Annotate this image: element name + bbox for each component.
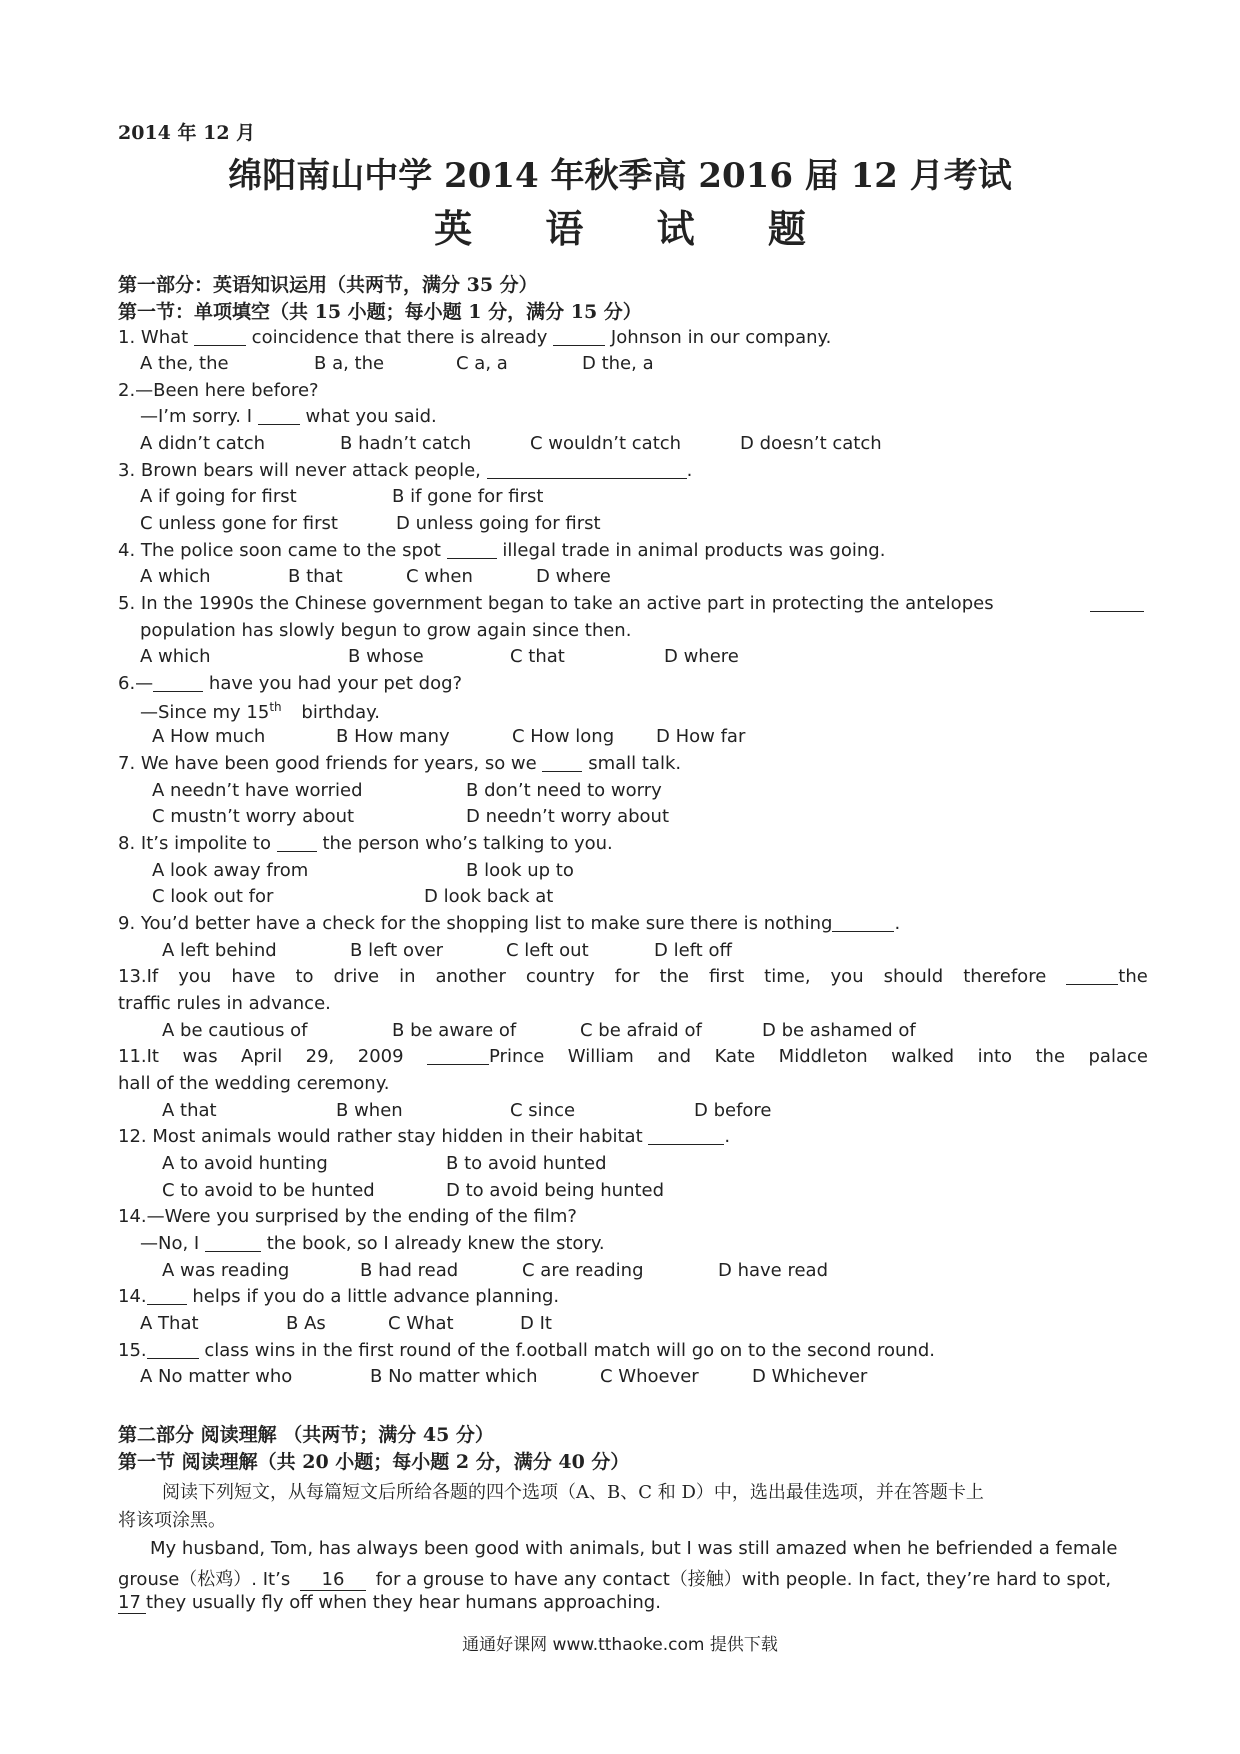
option-a: A which xyxy=(140,646,211,667)
option-b: B No matter which xyxy=(370,1366,538,1387)
option-c: C How long xyxy=(512,726,615,747)
answer-blank xyxy=(832,913,894,932)
option-b: B As xyxy=(286,1313,326,1334)
option-d: D doesn’t catch xyxy=(740,433,882,454)
option-d: D needn’t worry about xyxy=(466,806,670,827)
question-6: 6.— have you had your pet dog? xyxy=(118,673,463,694)
option-d: D Whichever xyxy=(752,1366,868,1387)
question-6-reply: —Since my 15th birthday. xyxy=(140,700,380,723)
answer-blank xyxy=(147,1340,199,1359)
question-5: 5. In the 1990s the Chinese government began to take an active part in protecting the antelopes xyxy=(118,593,994,614)
question-13-cont: traffic rules in advance. xyxy=(118,993,331,1014)
answer-blank xyxy=(194,327,246,346)
option-d: D where xyxy=(536,566,611,587)
option-c: C that xyxy=(510,646,565,667)
part2-section1-heading: 第一节 阅读理解（共 20 小题；每小题 2 分，满分 40 分） xyxy=(118,1451,630,1473)
option-d: D left off xyxy=(654,940,732,961)
question-9: 9. You’d better have a check for the shopping list to make sure there is nothing . xyxy=(118,913,901,934)
answer-blank xyxy=(1066,966,1118,985)
question-15: 15. class wins in the first round of the f.ootball match will go on to the second round. xyxy=(118,1340,935,1361)
blank-16: 16 xyxy=(300,1569,366,1591)
question-11-cont: hall of the wedding ceremony. xyxy=(118,1073,390,1094)
option-b: B don’t need to worry xyxy=(466,780,662,801)
answer-blank xyxy=(648,1126,724,1145)
option-b: B whose xyxy=(348,646,424,667)
option-a: A was reading xyxy=(162,1260,290,1281)
option-d: D the, a xyxy=(582,353,654,374)
option-a: A left behind xyxy=(162,940,277,961)
option-c: C wouldn’t catch xyxy=(530,433,682,454)
option-a: A which xyxy=(140,566,211,587)
option-a: A No matter who xyxy=(140,1366,293,1387)
question-1: 1. What coincidence that there is already Johnson in our company. xyxy=(118,327,832,348)
option-b: B look up to xyxy=(466,860,574,881)
option-b: B when xyxy=(336,1100,403,1121)
option-a: A How much xyxy=(152,726,266,747)
option-d: D It xyxy=(520,1313,552,1334)
option-a: A the, the xyxy=(140,353,229,374)
option-a: A if going for first xyxy=(140,486,297,507)
option-d: D look back at xyxy=(424,886,554,907)
option-c: C when xyxy=(406,566,473,587)
question-11: 11.It was April 29, 2009 Prince William and Kate Middleton walked into the palace xyxy=(118,1046,1148,1067)
option-b: B hadn’t catch xyxy=(340,433,472,454)
option-c: C to avoid to be hunted xyxy=(162,1180,375,1201)
question-5-cont: population has slowly begun to grow again since then. xyxy=(140,620,632,641)
question-4: 4. The police soon came to the spot illegal trade in animal products was going. xyxy=(118,540,886,561)
exam-subtitle: 英 语 试 题 xyxy=(434,206,836,251)
part1-section1-heading: 第一节：单项填空（共 15 小题；每小题 1 分，满分 15 分） xyxy=(118,301,642,323)
question-14b: 14. helps if you do a little advance planning. xyxy=(118,1286,560,1307)
blank-17: 17 xyxy=(118,1592,146,1614)
option-d: D have read xyxy=(718,1260,829,1281)
answer-blank xyxy=(487,460,687,479)
option-c: C mustn’t worry about xyxy=(152,806,355,827)
option-b: B How many xyxy=(336,726,450,747)
answer-blank xyxy=(427,1046,489,1065)
option-d: D where xyxy=(664,646,739,667)
passage-line-1: My husband, Tom, has always been good with animals, but I was still amazed when he befriended a female xyxy=(150,1538,1118,1559)
option-a: A look away from xyxy=(152,860,309,881)
passage-line-2: grouse（松鸡）. It’s 16 for a grouse to have any contact（接触）with people. In fact, they’re hard to spot, xyxy=(118,1569,1112,1590)
answer-blank xyxy=(205,1233,261,1252)
option-c: C What xyxy=(388,1313,454,1334)
option-a: A didn’t catch xyxy=(140,433,266,454)
option-b: B if gone for first xyxy=(392,486,544,507)
option-a: A be cautious of xyxy=(162,1020,308,1041)
exam-title: 绵阳南山中学 2014 年秋季高 2016 届 12 月考试 xyxy=(228,156,1012,196)
question-12: 12. Most animals would rather stay hidden in their habitat . xyxy=(118,1126,731,1147)
option-d: D How far xyxy=(656,726,746,747)
answer-blank-q5 xyxy=(1090,593,1144,614)
reading-instructions: 阅读下列短文，从每篇短文后所给各题的四个选项（A、B、C 和 D）中，选出最佳选项，并在答题卡上 xyxy=(162,1482,984,1503)
answer-blank xyxy=(447,540,497,559)
option-b: B be aware of xyxy=(392,1020,517,1041)
option-c: C are reading xyxy=(522,1260,644,1281)
option-a: A that xyxy=(162,1100,217,1121)
answer-blank xyxy=(147,1286,187,1305)
option-d: D to avoid being hunted xyxy=(446,1180,665,1201)
option-c: C look out for xyxy=(152,886,274,907)
option-c: C be afraid of xyxy=(580,1020,702,1041)
question-2: 2.—Been here before? xyxy=(118,380,319,401)
question-2-reply: —I’m sorry. I what you said. xyxy=(140,406,437,427)
option-b: B had read xyxy=(360,1260,459,1281)
part2-heading: 第二部分 阅读理解 （共两节；满分 45 分） xyxy=(118,1424,494,1446)
page-footer: 通通好课网 www.tthaoke.com 提供下载 xyxy=(462,1635,778,1655)
option-d: D before xyxy=(694,1100,772,1121)
option-b: B to avoid hunted xyxy=(446,1153,607,1174)
answer-blank xyxy=(277,833,317,852)
option-c: C left out xyxy=(506,940,589,961)
option-c: C unless gone for first xyxy=(140,513,338,534)
answer-blank xyxy=(153,673,203,692)
exam-date: 2014 年 12 月 xyxy=(118,122,256,144)
answer-blank xyxy=(258,406,300,425)
option-a: A to avoid hunting xyxy=(162,1153,328,1174)
question-3: 3. Brown bears will never attack people, . xyxy=(118,460,693,481)
option-b: B that xyxy=(288,566,343,587)
question-14: 14.—Were you surprised by the ending of the film? xyxy=(118,1206,577,1227)
question-13: 13.If you have to drive in another country for the first time, you should therefore the xyxy=(118,966,1148,987)
option-c: C Whoever xyxy=(600,1366,699,1387)
option-b: B a, the xyxy=(314,353,385,374)
question-8: 8. It’s impolite to the person who’s talking to you. xyxy=(118,833,613,854)
option-d: D be ashamed of xyxy=(762,1020,916,1041)
option-c: C since xyxy=(510,1100,576,1121)
option-d: D unless going for first xyxy=(396,513,601,534)
option-b: B left over xyxy=(350,940,444,961)
question-14-reply: —No, I the book, so I already knew the story. xyxy=(140,1233,605,1254)
answer-blank xyxy=(553,327,605,346)
option-a: A needn’t have worried xyxy=(152,780,363,801)
option-a: A That xyxy=(140,1313,199,1334)
option-c: C a, a xyxy=(456,353,508,374)
question-7: 7. We have been good friends for years, so we small talk. xyxy=(118,753,682,774)
reading-instructions-cont: 将该项涂黑。 xyxy=(118,1510,226,1531)
part1-heading: 第一部分：英语知识运用（共两节，满分 35 分） xyxy=(118,274,538,296)
answer-blank xyxy=(542,753,582,772)
passage-line-3: 17 they usually fly off when they hear humans approaching. xyxy=(118,1592,661,1613)
